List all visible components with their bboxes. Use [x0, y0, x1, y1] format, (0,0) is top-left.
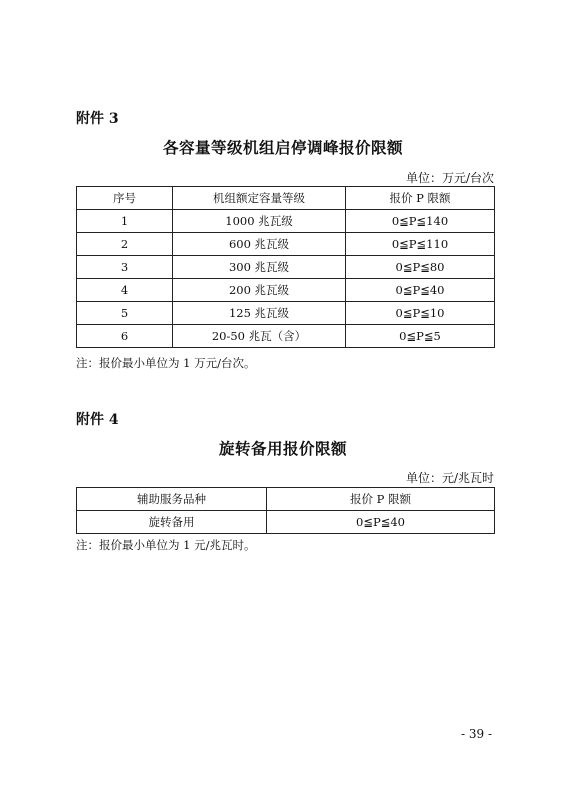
table-cell: 5: [77, 302, 173, 325]
table-row: [77, 279, 495, 302]
table-header-row: [77, 187, 495, 210]
table-row: [77, 325, 495, 348]
attachment-3-label: 附件 3: [76, 111, 119, 127]
table-cell: 3: [77, 256, 173, 279]
attachment-4-label: 附件 4: [76, 412, 119, 428]
table-row: [77, 256, 495, 279]
table-cell: 0≦P≦40: [267, 511, 495, 534]
header-cell: 报价 P 限额: [346, 187, 495, 210]
table-cell: 0≦P≦140: [346, 210, 495, 233]
table-cell: 2: [77, 233, 173, 256]
header-cell: 序号: [77, 187, 173, 210]
table-cell: 300 兆瓦级: [173, 256, 346, 279]
header-cell: 机组额定容量等级: [173, 187, 346, 210]
table-cell: 125 兆瓦级: [173, 302, 346, 325]
table-cell: 0≦P≦80: [346, 256, 495, 279]
table-row: [77, 302, 495, 325]
table-cell: 0≦P≦110: [346, 233, 495, 256]
attachment-4-title: 旋转备用报价限额: [218, 439, 347, 458]
spinning-reserve-table: [76, 487, 495, 534]
table-row: [77, 511, 495, 534]
table-cell: 1: [77, 210, 173, 233]
header-cell: 辅助服务品种: [77, 488, 267, 511]
attachment-3-unit: 单位：万元/台次: [405, 171, 494, 185]
attachment-4-unit: 单位：元/兆瓦时: [405, 471, 494, 485]
table-row: [77, 233, 495, 256]
page-number: - 39 -: [460, 727, 492, 741]
table-cell: 200 兆瓦级: [173, 279, 346, 302]
table-cell: 4: [77, 279, 173, 302]
table-cell: 旋转备用: [77, 511, 267, 534]
attachment-3-title: 各容量等级机组启停调峰报价限额: [162, 138, 403, 157]
attachment-3-note: 注：报价最小单位为 1 万元/台次。: [76, 356, 256, 370]
capacity-table: [76, 186, 495, 348]
table-cell: 1000 兆瓦级: [173, 210, 346, 233]
attachment-4-note: 注：报价最小单位为 1 元/兆瓦时。: [76, 538, 256, 552]
table-cell: 0≦P≦40: [346, 279, 495, 302]
table-cell: 0≦P≦10: [346, 302, 495, 325]
table-header-row: [77, 488, 495, 511]
table-cell: 600 兆瓦级: [173, 233, 346, 256]
table-cell: 20-50 兆瓦（含）: [173, 325, 346, 348]
header-cell: 报价 P 限额: [267, 488, 495, 511]
table-row: [77, 210, 495, 233]
table-cell: 6: [77, 325, 173, 348]
table-cell: 0≦P≦5: [346, 325, 495, 348]
